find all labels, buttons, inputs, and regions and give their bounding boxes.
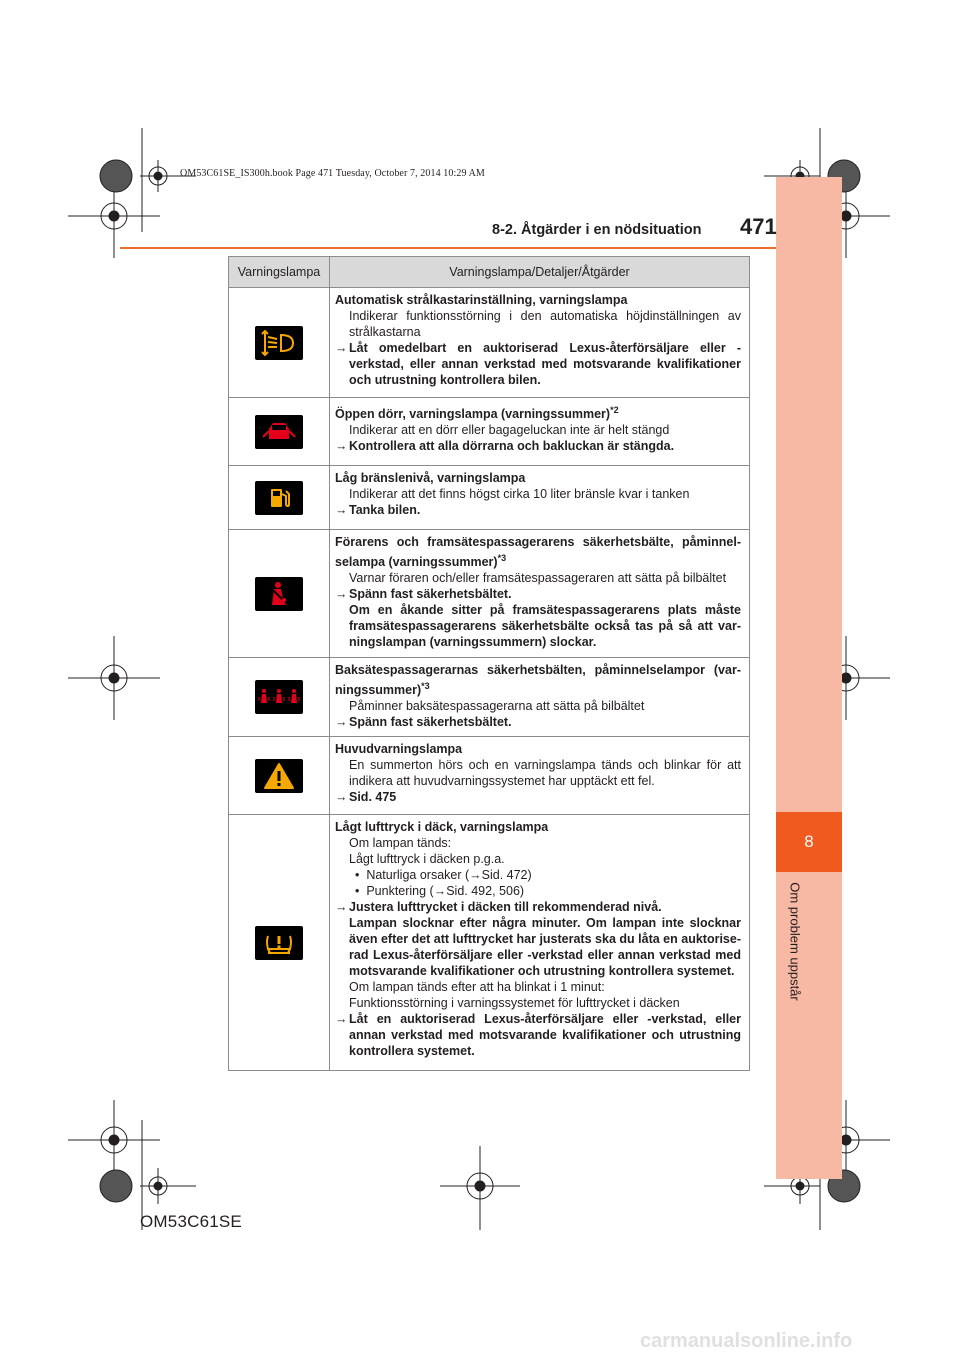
row-action: [335, 340, 741, 388]
row-title: [335, 402, 741, 422]
row-description-2: Lågt lufttryck i däcken p.g.a.: [349, 852, 505, 867]
row-title: [335, 662, 741, 698]
table-row: [229, 288, 750, 398]
row-action: [335, 438, 741, 454]
table-header-row: [229, 257, 750, 288]
row-action-2: [335, 1011, 741, 1059]
row-description: Om lampan tänds:: [349, 836, 452, 851]
row-description-4: Funktionsstörning i varningssystemet för lufttrycket i däcken: [349, 996, 680, 1011]
row-action-text: Spänn fast säkerhetsbältet.: [349, 715, 512, 730]
row-action-text: Justera lufttrycket i däcken till rekommenderad nivå.: [349, 900, 662, 915]
text-cell: [330, 466, 750, 530]
arrow-icon: →: [335, 587, 348, 602]
page-number: 471: [740, 214, 777, 239]
table-row: [229, 737, 750, 815]
document-code: OM53C61SE: [140, 1212, 242, 1231]
footnote-mark[interactable]: *3: [421, 681, 430, 691]
bullet-item: • Naturliga orsaker (→Sid. 472): [355, 868, 532, 883]
arrow-icon: →: [335, 715, 348, 730]
chapter-number-tab[interactable]: 8: [776, 812, 842, 872]
row-action-text: Spänn fast säkerhetsbältet.: [349, 587, 512, 602]
row-description: Indikerar att det finns högst cirka 10 liter bränsle kvar i tanken: [349, 487, 690, 501]
text-cell: [330, 737, 750, 815]
table-row: [229, 466, 750, 530]
row-action: [335, 789, 741, 805]
fuel-pump-icon: [255, 481, 303, 515]
icon-cell: [229, 398, 330, 466]
row-action-extra: Om en åkande sitter på framsätespassagerarens plats måste framsätespassagerarens säkerhetsbälte också tas på så att var-ningslampan (varningssummern) slockar.: [349, 603, 741, 650]
row-action: [335, 714, 741, 730]
icon-cell: [229, 658, 330, 737]
row-description: Varnar föraren och/eller framsätespassageraren att sätta på bilbältet: [349, 571, 727, 586]
row-title: Huvudvarningslampa: [335, 742, 463, 757]
table-row: [229, 658, 750, 737]
rear-seatbelt-reminder-icon: [255, 680, 303, 714]
arrow-icon: →: [335, 439, 348, 454]
chapter-side-strip: [776, 177, 842, 1179]
bullet-text[interactable]: Naturliga orsaker (→Sid. 472): [366, 868, 532, 883]
text-cell: [330, 530, 750, 658]
row-title-text: Baksätespassagerarnas säkerhetsbälten, påminnelselampor (var-ningssummer): [335, 663, 741, 698]
header-details-actions: Varningslampa/Detaljer/Åtgärder: [330, 257, 750, 288]
arrow-icon: →: [335, 790, 348, 805]
row-action: [335, 899, 741, 915]
row-description: Påminner baksätespassagerarna att sätta på bilbältet: [349, 699, 645, 714]
book-header: OM53C61SE_IS300h.book Page 471 Tuesday, October 7, 2014 10:29 AM: [180, 168, 485, 179]
row-title-text: Öppen dörr, varningslampa (varningssummer): [335, 407, 611, 422]
footnote-mark[interactable]: *2: [610, 405, 619, 415]
arrow-icon: →: [335, 900, 348, 915]
table-row: [229, 398, 750, 466]
row-title: Lågt lufttryck i däck, varningslampa: [335, 820, 549, 835]
tire-pressure-icon: [255, 926, 303, 960]
row-action-extra: Lampan slocknar efter några minuter. Om lampan inte slocknar även efter det att lufttrycket har justerats ska du låta en auktorise-rad Lexus-återförsäljare eller -verkstad eller annan verkstad med motsvarande kvalifikationer och utrustning kontrollera systemet.: [349, 916, 741, 979]
row-title: Låg bränslenivå, varningslampa: [335, 471, 526, 485]
arrow-icon: →: [335, 1012, 348, 1027]
icon-cell: [229, 288, 330, 398]
table-row: [229, 530, 750, 658]
section-title: 8-2. Åtgärder i en nödsituation: [492, 222, 702, 238]
row-description: Indikerar funktionsstörning i den automatiska höjdinställningen av strålkastarna: [349, 309, 741, 339]
row-action-text: Låt omedelbart en auktoriserad Lexus-återförsäljare eller -verkstad, eller annan verkstad med motsvarande kvalifikationer och utrustning kontrollera bilen.: [349, 341, 741, 387]
icon-cell: [229, 737, 330, 815]
row-description-3: Om lampan tänds efter att ha blinkat i 1 minut:: [349, 980, 605, 995]
row-title-text: Förarens och framsätespassagerarens säkerhetsbälte, påminnel-selampa (varningssummer): [335, 535, 741, 570]
open-door-icon: [255, 415, 303, 449]
row-action-text: Kontrollera att alla dörrarna och bakluckan är stängda.: [349, 439, 675, 454]
text-cell: [330, 398, 750, 466]
warning-lights-table: [228, 256, 750, 1071]
bullet-item: • Punktering (→Sid. 492, 506): [355, 884, 525, 899]
text-cell: [330, 288, 750, 398]
page-reference-link[interactable]: Sid. 475: [349, 790, 397, 805]
arrow-icon: →: [335, 341, 348, 355]
row-action-text: Tanka bilen.: [349, 503, 421, 517]
icon-cell: [229, 815, 330, 1071]
chapter-title: [782, 878, 808, 1018]
table-row: [229, 815, 750, 1071]
arrow-icon: →: [335, 503, 348, 517]
footnote-mark[interactable]: *3: [497, 553, 507, 563]
text-cell: [330, 658, 750, 737]
chapter-title-text: Om problem uppstår: [787, 882, 803, 1001]
header-rule: [120, 247, 776, 249]
row-description: En summerton hörs och en varningslampa tänds och blinkar för att indikera att huvudvarningssystemet har upptäckt ett fel.: [349, 758, 741, 789]
row-action: [335, 502, 741, 518]
bullet-text[interactable]: Punktering (→Sid. 492, 506): [366, 884, 525, 899]
row-action-text: Låt en auktoriserad Lexus-återförsäljare eller -verkstad, eller annan verkstad med motsvarande kvalifikationer och utrustning kontrollera systemet.: [349, 1012, 741, 1059]
headlight-leveling-icon: [255, 326, 303, 360]
watermark: carmanualsonline.info: [640, 1330, 853, 1352]
row-description: Indikerar att en dörr eller bagageluckan inte är helt stängd: [349, 423, 670, 438]
row-title: Automatisk strålkastarinställning, varningslampa: [335, 293, 628, 307]
header-warning-light: Varningslampa: [229, 257, 330, 288]
icon-cell: [229, 530, 330, 658]
seatbelt-reminder-icon: [255, 577, 303, 611]
row-title: [335, 534, 741, 570]
text-cell: [330, 815, 750, 1071]
icon-cell: [229, 466, 330, 530]
row-action: [335, 586, 741, 602]
master-warning-icon: [255, 759, 303, 793]
